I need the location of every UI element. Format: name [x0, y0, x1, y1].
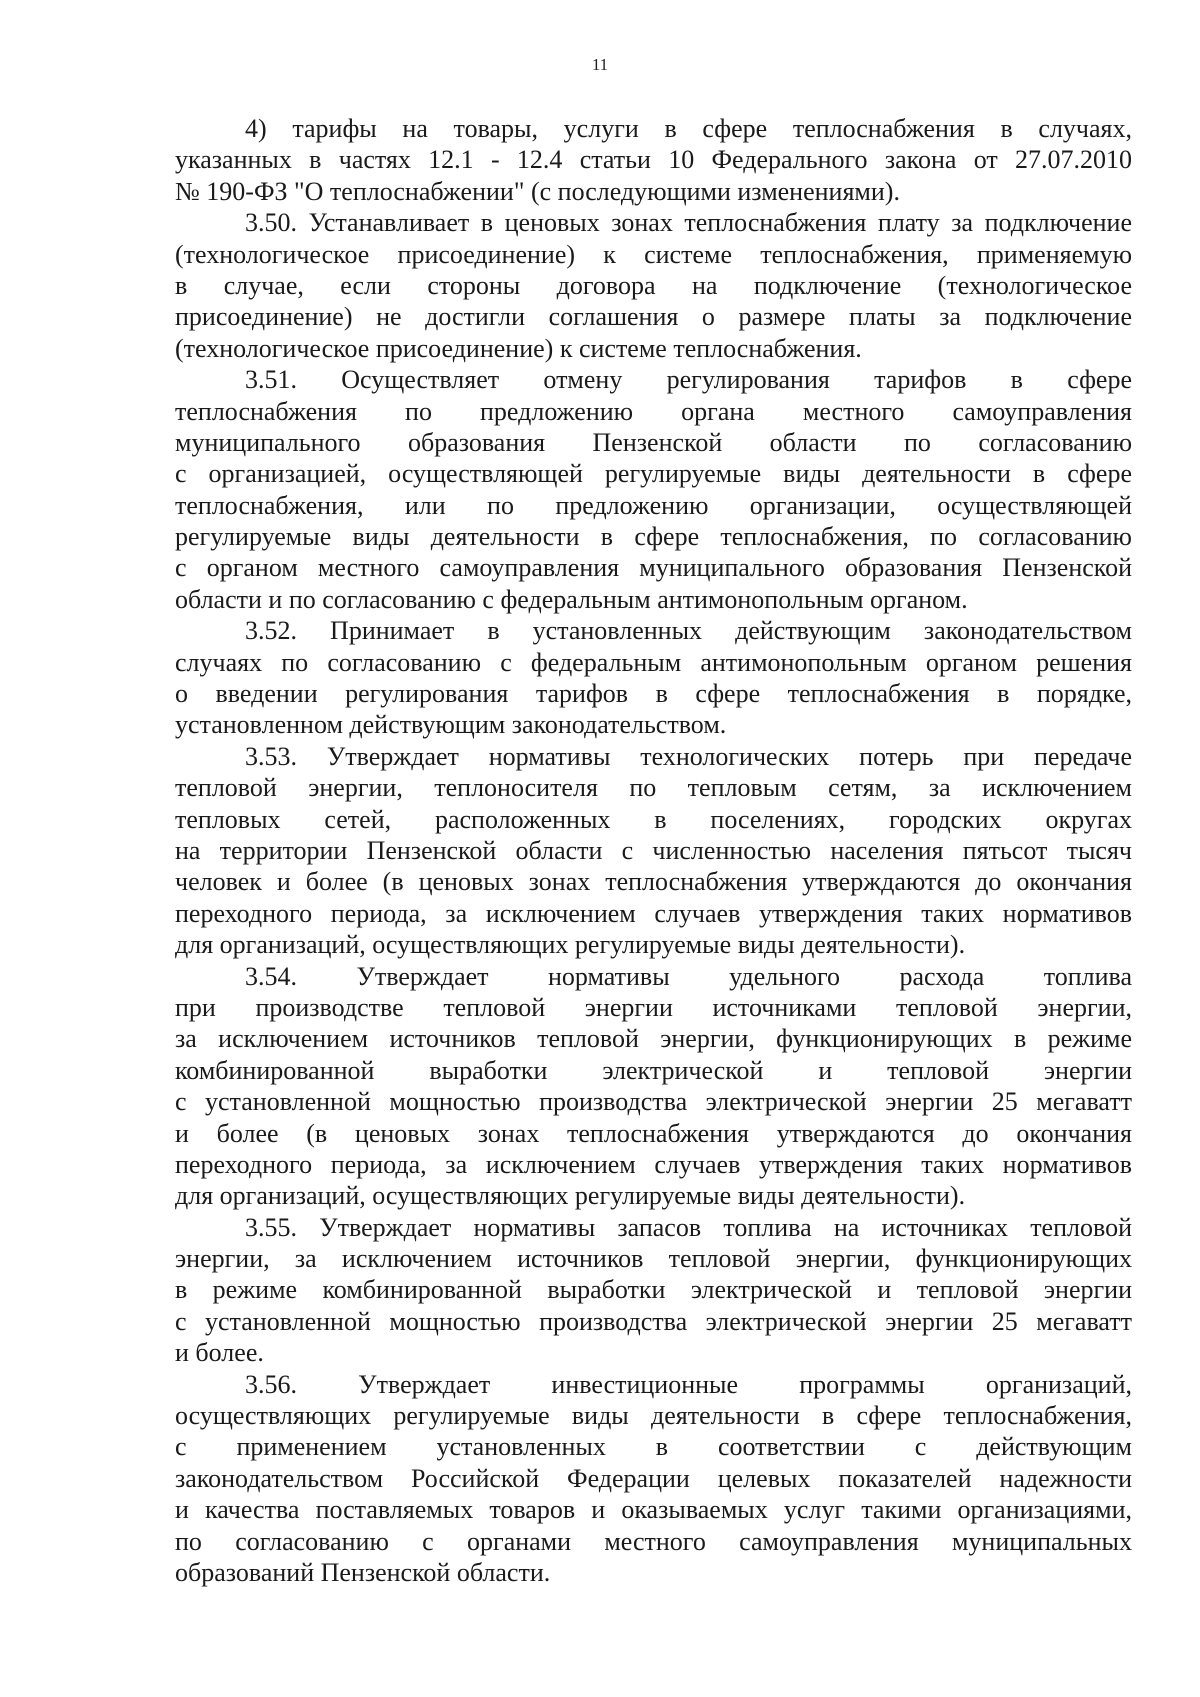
- paragraph-3-56: [175, 1369, 1132, 1589]
- text-line: 3.51. Осуществляет отмену регулирования тарифов в сфере: [245, 365, 1132, 395]
- paragraph-3-50: [175, 207, 1132, 364]
- text-line: в режиме комбинированной выработки электрической и тепловой энергии: [175, 1275, 1132, 1305]
- text-line: и более (в ценовых зонах теплоснабжения утверждаются до окончания: [175, 1118, 1132, 1148]
- text-line: и качества поставляемых товаров и оказываемых услуг такими организациями,: [175, 1495, 1132, 1525]
- text-line: с установленной мощностью производства электрической энергии 25 мегаватт: [175, 1087, 1132, 1117]
- text-line: области и по согласованию с федеральным антимонопольным органом.: [175, 584, 968, 614]
- text-line: 3.54. Утверждает нормативы удельного расхода топлива: [245, 961, 1132, 991]
- text-line: в случае, если стороны договора на подключение (технологическое: [175, 270, 1132, 300]
- text-line: переходного периода, за исключением случаев утверждения таких нормативов: [175, 898, 1132, 928]
- text-line: о введении регулирования тарифов в сфере теплоснабжения в порядке,: [175, 679, 1132, 709]
- text-line: законодательством Российской Федерации целевых показателей надежности: [175, 1463, 1132, 1493]
- text-line: установленном действующим законодательством.: [175, 710, 727, 740]
- text-line: теплоснабжения по предложению органа местного самоуправления: [175, 396, 1132, 426]
- text-line: 3.50. Устанавливает в ценовых зонах теплоснабжения плату за подключение: [245, 208, 1132, 238]
- paragraph-item-4: [175, 113, 1132, 207]
- text-line: для организаций, осуществляющих регулируемые виды деятельности).: [175, 1181, 966, 1211]
- paragraph-3-51: [175, 364, 1132, 615]
- text-line: при производстве тепловой энергии источниками тепловой энергии,: [175, 992, 1132, 1022]
- paragraph-3-53: [175, 741, 1132, 961]
- text-line: человек и более (в ценовых зонах теплоснабжения утверждаются до окончания: [175, 867, 1132, 897]
- text-line: теплоснабжения, или по предложению организации, осуществляющей: [175, 490, 1132, 520]
- text-line: 4) тарифы на товары, услуги в сфере теплоснабжения в случаях,: [245, 114, 1132, 143]
- text-line: с установленной мощностью производства электрической энергии 25 мегаватт: [175, 1306, 1132, 1336]
- text-line: на территории Пензенской области с численностью населения пятьсот тысяч: [175, 835, 1132, 865]
- text-line: с применением установленных в соответствии с действующим: [175, 1432, 1132, 1462]
- text-line: энергии, за исключением источников тепловой энергии, функционирующих: [175, 1244, 1132, 1274]
- text-line: комбинированной выработки электрической и тепловой энергии: [175, 1055, 1132, 1085]
- text-line: тепловой энергии, теплоносителя по тепловым сетям, за исключением: [175, 773, 1132, 803]
- text-line: (технологическое присоединение) к системе теплоснабжения.: [175, 333, 862, 363]
- document-body: [175, 113, 1132, 1588]
- paragraph-3-52: [175, 615, 1132, 741]
- text-line: осуществляющих регулируемые виды деятельности в сфере теплоснабжения,: [175, 1401, 1132, 1431]
- text-line: за исключением источников тепловой энергии, функционирующих в режиме: [175, 1024, 1132, 1054]
- text-line: 3.52. Принимает в установленных действующим законодательством: [245, 616, 1132, 646]
- text-line: переходного периода, за исключением случаев утверждения таких нормативов: [175, 1149, 1132, 1179]
- text-line: (технологическое присоединение) к системе теплоснабжения, применяемую: [175, 239, 1132, 269]
- text-line: 3.56. Утверждает инвестиционные программы организаций,: [245, 1369, 1132, 1399]
- text-line: случаях по согласованию с федеральным антимонопольным органом решения: [175, 647, 1132, 677]
- text-line: с организацией, осуществляющей регулируемые виды деятельности в сфере: [175, 459, 1132, 489]
- text-line: 3.55. Утверждает нормативы запасов топлива на источниках тепловой: [245, 1212, 1132, 1242]
- text-line: тепловых сетей, расположенных в поселениях, городских округах: [175, 804, 1132, 834]
- text-line: № 190-ФЗ "О теплоснабжении" (с последующими изменениями).: [175, 176, 900, 206]
- text-line: для организаций, осуществляющих регулируемые виды деятельности).: [175, 930, 966, 960]
- text-line: указанных в частях 12.1 - 12.4 статьи 10 Федерального закона от 27.07.2010: [175, 145, 1132, 175]
- text-line: присоединение) не достигли соглашения о размере платы за подключение: [175, 302, 1132, 332]
- text-line: регулируемые виды деятельности в сфере теплоснабжения, по согласованию: [175, 522, 1132, 552]
- paragraph-3-55: [175, 1212, 1132, 1369]
- text-line: 3.53. Утверждает нормативы технологических потерь при передаче: [245, 741, 1132, 771]
- text-line: по согласованию с органами местного самоуправления муниципальных: [175, 1526, 1132, 1556]
- text-line: образований Пензенской области.: [175, 1557, 551, 1587]
- text-line: муниципального образования Пензенской области по согласованию: [175, 427, 1132, 457]
- paragraph-3-54: [175, 961, 1132, 1212]
- text-line: и более.: [175, 1338, 264, 1368]
- page-number: 11: [591, 55, 609, 74]
- text-line: с органом местного самоуправления муниципального образования Пензенской: [175, 553, 1132, 583]
